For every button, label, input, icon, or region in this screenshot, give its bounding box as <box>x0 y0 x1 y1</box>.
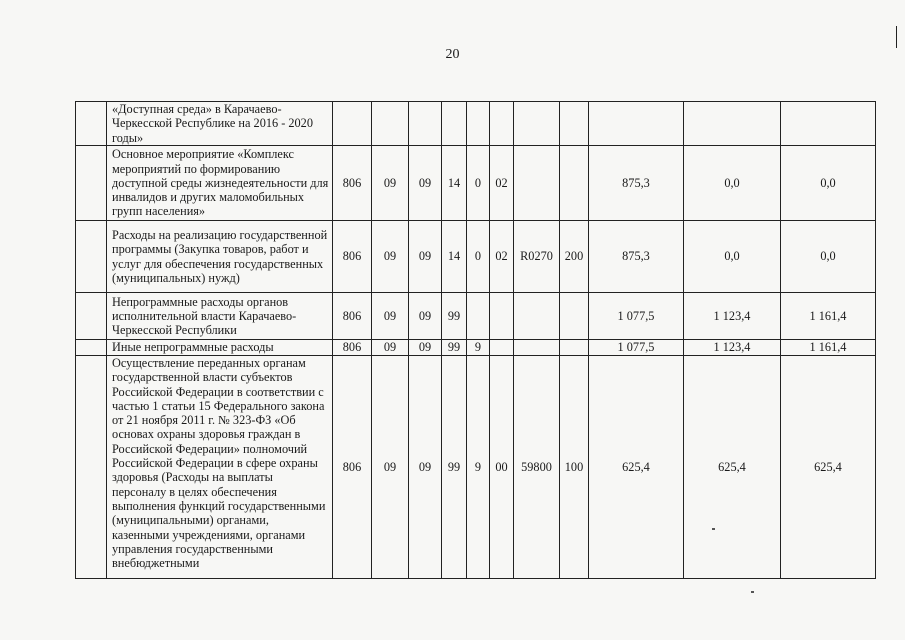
code-cell: 09 <box>372 356 409 579</box>
code-cell: 09 <box>409 221 442 293</box>
code-cell <box>560 102 589 146</box>
code-cell: 99 <box>442 356 467 579</box>
table-row <box>76 102 876 146</box>
page-edge-mark <box>896 26 897 48</box>
value-cell: 1 123,4 <box>684 293 781 340</box>
code-cell <box>560 146 589 221</box>
row-name: Основное мероприятие «Комплекс мероприятий по формированию доступной среды жизнедеятельности для инвалидов и других маломобильных групп населения» <box>107 146 333 221</box>
value-cell: 1 077,5 <box>589 340 684 356</box>
code-cell <box>409 102 442 146</box>
scan-speck <box>751 591 754 593</box>
value-cell: 0,0 <box>781 146 876 221</box>
code-cell: 100 <box>560 356 589 579</box>
code-cell: 14 <box>442 221 467 293</box>
code-cell: 09 <box>372 293 409 340</box>
row-name: Непрограммные расходы органов исполнительной власти Карачаево-Черкесской Республики <box>107 293 333 340</box>
code-cell <box>514 340 560 356</box>
code-cell: 09 <box>409 340 442 356</box>
code-cell: 14 <box>442 146 467 221</box>
value-cell: 625,4 <box>589 356 684 579</box>
blank-cell <box>76 102 107 146</box>
value-cell: 1 161,4 <box>781 340 876 356</box>
budget-table <box>75 101 876 579</box>
blank-cell <box>76 146 107 221</box>
code-cell: 806 <box>333 293 372 340</box>
code-cell <box>442 102 467 146</box>
code-cell: 99 <box>442 293 467 340</box>
code-cell: 200 <box>560 221 589 293</box>
code-cell: 09 <box>372 146 409 221</box>
value-cell <box>684 102 781 146</box>
code-cell <box>490 102 514 146</box>
code-cell: 0 <box>467 221 490 293</box>
table-row <box>76 340 876 356</box>
value-cell: 1 161,4 <box>781 293 876 340</box>
code-cell: 9 <box>467 340 490 356</box>
row-name: Расходы на реализацию государственной программы (Закупка товаров, работ и услуг для обеспечения государственных (муниципальных) нужд) <box>107 221 333 293</box>
table-row <box>76 293 876 340</box>
code-cell <box>467 102 490 146</box>
code-cell: 0 <box>467 146 490 221</box>
code-cell <box>333 102 372 146</box>
blank-cell <box>76 293 107 340</box>
code-cell <box>560 340 589 356</box>
code-cell: 02 <box>490 146 514 221</box>
value-cell: 0,0 <box>684 146 781 221</box>
code-cell <box>514 293 560 340</box>
code-cell <box>514 102 560 146</box>
code-cell <box>560 293 589 340</box>
code-cell: 09 <box>372 221 409 293</box>
code-cell <box>467 293 490 340</box>
row-name-text: Осуществление переданных органам государственной власти субъектов Российской Федерации в соответствии с частью 1 статьи 15 Федерального закона от 21 ноября 2011 г. № 323-ФЗ «Об основах охраны здоровья граждан в Российской Федерации» полномочий Российской Федерации в сфере охраны здоровья (Расходы на выплаты персоналу в целях обеспечения выполнения функций государственными (муниципальными) органами, казенными учреждениями, органами управления государственными внебюджетными <box>112 356 326 571</box>
page-number: 20 <box>445 47 460 62</box>
value-cell <box>589 102 684 146</box>
code-cell: 806 <box>333 221 372 293</box>
value-cell: 1 077,5 <box>589 293 684 340</box>
code-cell <box>490 293 514 340</box>
value-cell: 875,3 <box>589 221 684 293</box>
blank-cell <box>76 221 107 293</box>
code-cell: 09 <box>372 340 409 356</box>
row-name <box>107 356 333 579</box>
code-cell: 806 <box>333 146 372 221</box>
table-row <box>76 356 876 579</box>
code-cell: 806 <box>333 340 372 356</box>
code-cell: 09 <box>409 356 442 579</box>
value-cell: 1 123,4 <box>684 340 781 356</box>
value-cell: 0,0 <box>684 221 781 293</box>
code-cell: 9 <box>467 356 490 579</box>
code-cell: 59800 <box>514 356 560 579</box>
value-cell: 625,4 <box>781 356 876 579</box>
value-cell <box>781 102 876 146</box>
code-cell: 99 <box>442 340 467 356</box>
value-cell: 0,0 <box>781 221 876 293</box>
code-cell: 806 <box>333 356 372 579</box>
blank-cell <box>76 356 107 579</box>
code-cell <box>514 146 560 221</box>
code-cell: 02 <box>490 221 514 293</box>
scan-speck <box>712 528 715 530</box>
code-cell: 09 <box>409 293 442 340</box>
code-cell: 09 <box>409 146 442 221</box>
blank-cell <box>76 340 107 356</box>
code-cell: 00 <box>490 356 514 579</box>
value-cell: 625,4 <box>684 356 781 579</box>
code-cell <box>490 340 514 356</box>
code-cell: R0270 <box>514 221 560 293</box>
code-cell <box>372 102 409 146</box>
table-row <box>76 146 876 221</box>
value-cell: 875,3 <box>589 146 684 221</box>
table-row <box>76 221 876 293</box>
row-name: Иные непрограммные расходы <box>107 340 333 356</box>
row-name: «Доступная среда» в Карачаево-Черкесской Республике на 2016 - 2020 годы» <box>107 102 333 146</box>
